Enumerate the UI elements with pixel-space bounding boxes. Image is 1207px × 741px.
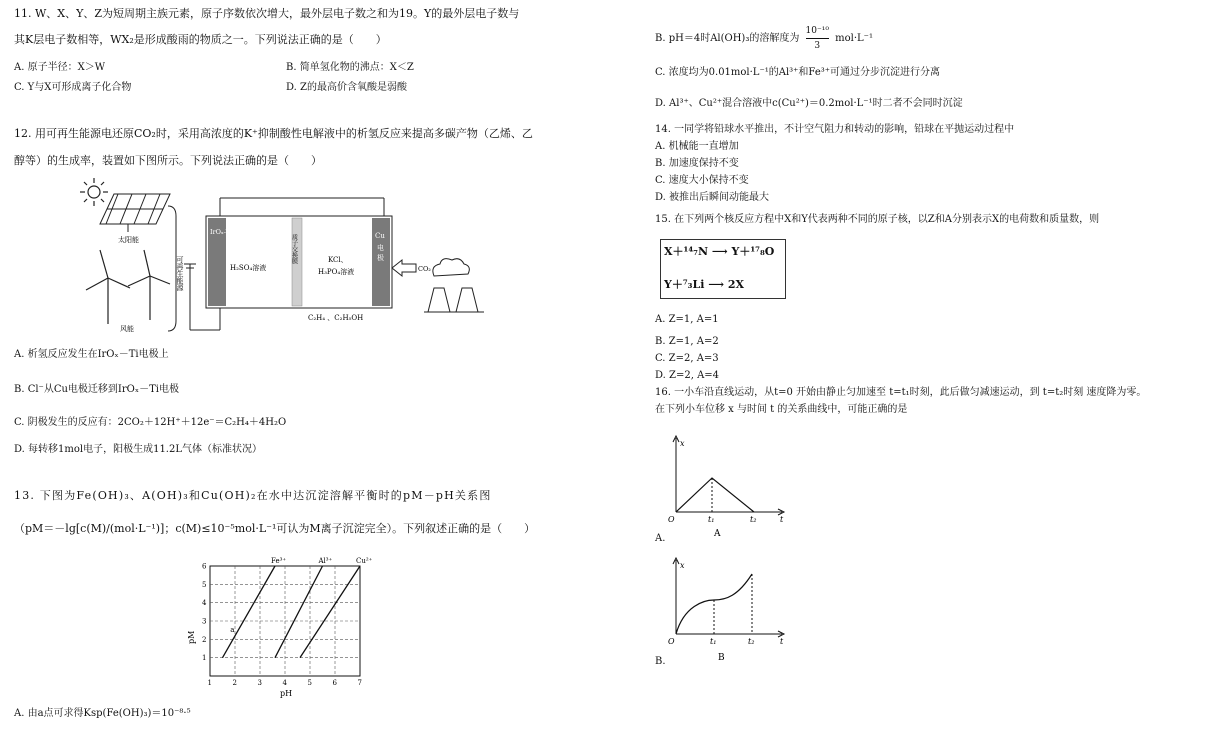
- y-tick-label: 1: [202, 654, 207, 663]
- series-label: Al³⁺: [318, 557, 333, 565]
- q12-option-c: C. 阴极发生的反应有：2CO₂＋12H⁺＋12e⁻＝C₂H₄＋4H₂O: [14, 417, 287, 428]
- x-axis-label: pH: [280, 689, 293, 698]
- graph-a-t-label: t: [780, 515, 784, 524]
- q14-option-c: C. 速度大小保持不变: [655, 175, 749, 186]
- co2-label: CO₂: [418, 265, 431, 273]
- graph-a-caption: A: [714, 529, 721, 539]
- graph-b: [664, 556, 794, 666]
- q15-option-c: C. Z=2, A=3: [655, 353, 719, 364]
- x-tick-label: 5: [307, 679, 312, 687]
- q13-option-b: [655, 24, 873, 53]
- membrane-label: 质子交换膜: [290, 234, 298, 264]
- q14-option-a: A. 机械能一直增加: [655, 141, 739, 152]
- q15-option-a: A. Z=1, A=1: [655, 314, 719, 325]
- q15-stem: 15. 在下列两个核反应方程中X和Y代表两种不同的原子核，以Z和A分别表示X的电荷数和质量数，则: [655, 214, 1100, 225]
- x-tick-label: 6: [332, 679, 337, 687]
- x-tick-label: 4: [282, 679, 287, 687]
- graph-a-y-label: x: [680, 439, 685, 448]
- series-label: Cu²⁺: [356, 557, 373, 565]
- q11-option-b: B. 简单氢化物的沸点：X＜Z: [286, 62, 414, 73]
- co2-arrow-icon: [392, 260, 416, 276]
- solar-label: 太阳能: [118, 236, 139, 244]
- wind-turbine-icon: [86, 250, 170, 324]
- y-tick-label: 5: [202, 580, 207, 589]
- graph-b-caption: B: [718, 653, 725, 663]
- cathode-label-1: Cu: [375, 232, 385, 240]
- q13-option-b-text: B. pH＝4时Al(OH)₃的溶解度为: [655, 33, 800, 44]
- q11-option-d: D. Z的最高价含氧酸是弱酸: [286, 82, 407, 93]
- q11-option-a: A. 原子半径：X＞W: [14, 62, 105, 73]
- x-tick-label: 2: [232, 679, 237, 687]
- q14-stem: 14. 一同学将铅球水平推出，不计空气阻力和转动的影响，铅球在平抛运动过程中: [655, 124, 1015, 135]
- y-tick-label: 4: [202, 599, 207, 608]
- point-annotation: a: [230, 626, 235, 635]
- nuclear-equation-1: X＋¹⁴₇N ⟶ Y＋¹⁷₈O: [664, 245, 775, 258]
- x-tick-label: 1: [207, 679, 212, 687]
- q12-stem-line1: 12. 用可再生能源电还原CO₂时，采用高浓度的K⁺抑制酸性电解液中的析氢反应来提高多碳产物（乙烯、乙: [14, 127, 533, 140]
- wind-label: 风能: [120, 325, 134, 333]
- q11-stem-line2: 其K层电子数相等，WX₂是形成酸雨的物质之一。下列说法正确的是（ ）: [14, 33, 387, 46]
- q11-option-c: C. Y与X可形成离子化合物: [14, 82, 132, 93]
- graph-a-origin: O: [668, 515, 675, 524]
- x-tick-label: 7: [357, 679, 362, 687]
- series-line: [223, 566, 276, 658]
- x-tick-label: 3: [257, 679, 262, 687]
- q12-stem-line2: 醇等）的生成率，装置如下图所示。下列说法正确的是（ ）: [14, 154, 322, 167]
- q15-option-b: B. Z=1, A=2: [655, 336, 719, 347]
- electrolysis-apparatus-figure: [80, 176, 500, 336]
- anode-label: IrOₓ-Ti电极: [210, 228, 246, 236]
- graph-b-origin: O: [668, 637, 675, 646]
- q12-option-b: B. Cl⁻从Cu电极迁移到IrOₓ－Ti电极: [14, 384, 179, 395]
- catholyte-label-2: H₃PO₄溶液: [318, 268, 355, 276]
- graph-a: [664, 432, 794, 542]
- q16-stem-line1: 16. 一小车沿直线运动，从t=0 开始由静止匀加速至 t=t₁时刻，此后做匀减速运动，到 t=t₂时刻 速度降为零。: [655, 387, 1147, 398]
- cathode-label-3: 极: [377, 254, 384, 262]
- q12-option-d: D. 每转移1mol电子，阳极生成11.2L气体（标准状况）: [14, 444, 262, 455]
- cathode-label-2: 电: [377, 244, 384, 252]
- q14-option-d: D. 被推出后瞬间动能最大: [655, 192, 770, 203]
- products-label: C₂H₄ 、C₂H₅OH: [308, 314, 364, 322]
- q16-stem-line2: 在下列小车位移 x 与时间 t 的关系曲线中，可能正确的是: [655, 404, 908, 415]
- q13-option-b-unit: mol·L⁻¹: [835, 33, 873, 44]
- q16-option-a: A.: [655, 533, 666, 544]
- q13-stem-line2: （pM＝－lg[c(M)/(mol·L⁻¹)]；c(M)≤10⁻⁵mol·L⁻¹可认为M离子沉淀完全）。下列叙述正确的是（ ）: [14, 522, 536, 535]
- graph-b-t2: t₂: [748, 637, 755, 646]
- series-line: [275, 566, 323, 658]
- series-label: Fe³⁺: [271, 557, 287, 565]
- anolyte-label: H₂SO₄溶液: [230, 264, 267, 272]
- fraction-numerator: 10⁻¹⁰: [806, 24, 829, 39]
- q13-stem-line1: 13. 下图为Fe(OH)₃、A(OH)₃和Cu(OH)₂在水中达沉淀溶解平衡时的pM－pH关系图: [14, 489, 492, 502]
- y-tick-label: 2: [202, 635, 207, 644]
- nuclear-equation-2: Y＋⁷₃Li ⟶ 2X: [664, 278, 745, 291]
- q11-stem-line1: 11. W、X、Y、Z为短周期主族元素，原子序数依次增大，最外层电子数之和为19。Y的最外层电子数与: [14, 7, 520, 20]
- catholyte-label-1: KCl、: [328, 256, 348, 264]
- nuclear-equations-box: [660, 239, 786, 299]
- graph-a-t1: t₁: [708, 515, 715, 524]
- series-line: [300, 566, 360, 658]
- graph-b-y-label: x: [680, 561, 685, 570]
- source-label: 可再生能源: [176, 256, 184, 291]
- q14-option-b: B. 加速度保持不变: [655, 158, 739, 169]
- q13-option-a: A. 由a点可求得Ksp(Fe(OH)₃)＝10⁻⁸·⁵: [14, 708, 191, 719]
- graph-b-t-label: t: [780, 637, 784, 646]
- fraction: [806, 24, 829, 53]
- y-tick-label: 6: [202, 562, 207, 571]
- q12-option-a: A. 析氢反应发生在IrOₓ－Ti电极上: [14, 349, 169, 360]
- sun-icon: [80, 178, 108, 206]
- solar-panel-icon: [100, 194, 170, 232]
- q13-option-c: C. 浓度均为0.01mol·L⁻¹的Al³⁺和Fe³⁺可通过分步沉淀进行分离: [655, 67, 941, 78]
- graph-b-t1: t₁: [710, 637, 717, 646]
- q13-option-d: D. Al³⁺、Cu²⁺混合溶液中c(Cu²⁺)＝0.2mol·L⁻¹时二者不会同时沉淀: [655, 98, 963, 109]
- pm-ph-chart: [184, 552, 384, 698]
- y-axis-label: pM: [187, 630, 196, 644]
- fraction-denominator: 3: [814, 41, 821, 51]
- q15-option-d: D. Z=2, A=4: [655, 370, 720, 381]
- y-tick-label: 3: [202, 617, 207, 626]
- graph-a-t2: t₂: [750, 515, 757, 524]
- factory-icon: [424, 259, 484, 312]
- q16-option-b: B.: [655, 656, 666, 667]
